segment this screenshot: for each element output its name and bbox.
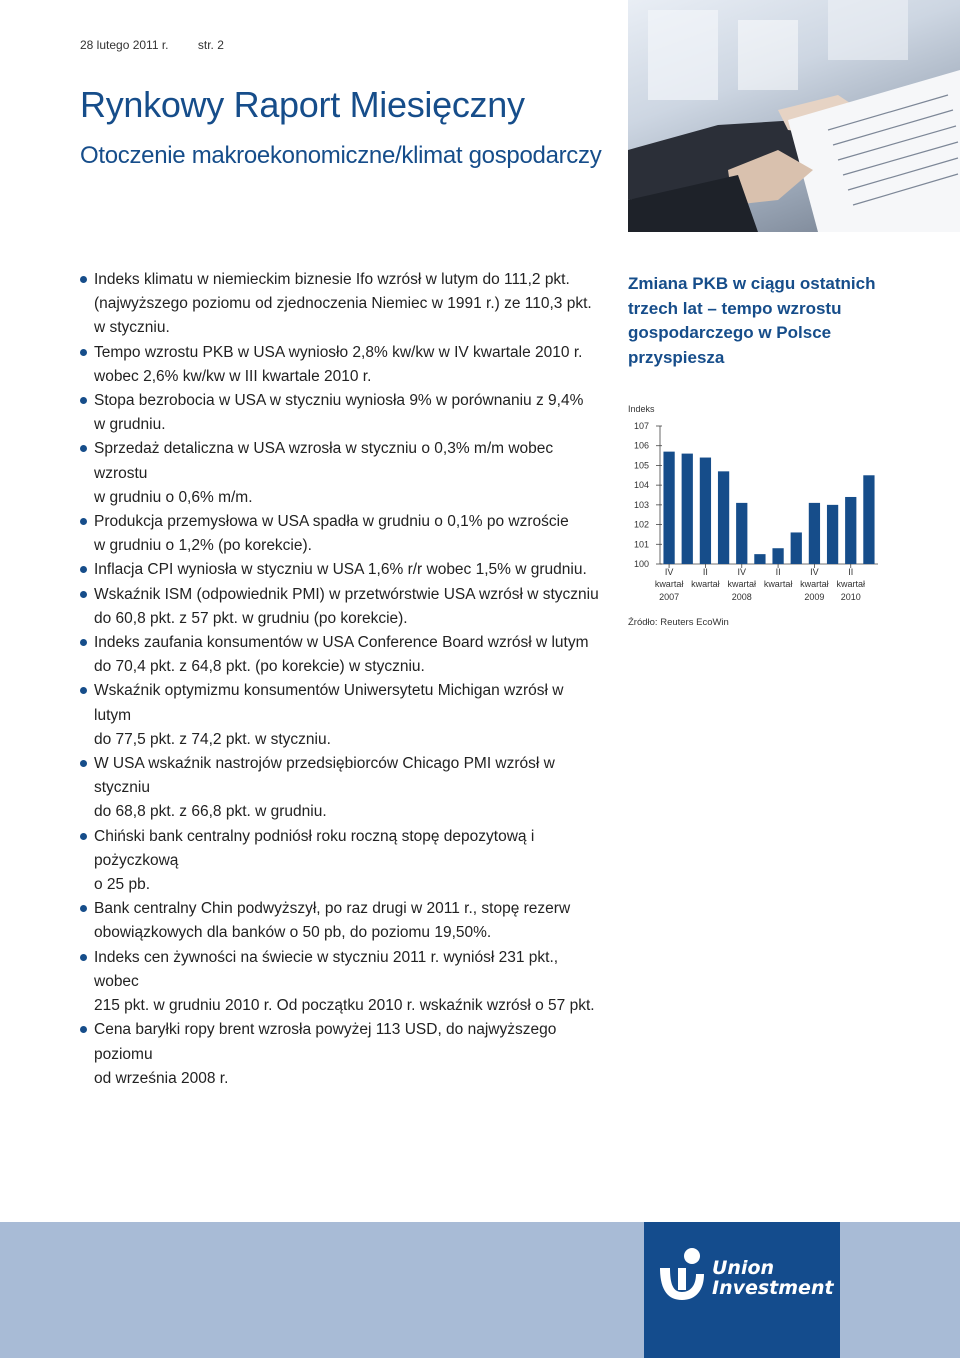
- bullet-item-continuation: obowiązkowych dla banków o 50 pb, do poziomu 19,50%.: [94, 924, 492, 942]
- bullet-item-continuation: od września 2008 r.: [94, 1069, 229, 1087]
- union-investment-logo-icon: [656, 1246, 708, 1304]
- y-axis-label: Indeks: [628, 404, 655, 414]
- chart-bar: [845, 497, 856, 564]
- company-logo-text: [712, 1258, 834, 1298]
- logo-line-investment: Investment: [712, 1277, 834, 1299]
- chart-title: Zmiana PKB w ciągu ostatnich trzech lat – tempo wzrostu gospodarczego w Polsce przyspiesza: [628, 274, 876, 367]
- x-tick-label: 2007: [659, 592, 680, 602]
- y-tick-label: 103: [634, 499, 650, 510]
- x-tick-label: IV: [810, 567, 819, 577]
- x-tick-label: kwartał: [691, 579, 720, 589]
- bullet-item-continuation: o 25 pb.: [94, 876, 151, 894]
- y-tick-label: 102: [634, 519, 650, 530]
- bullet-item-continuation: (najwyższego poziomu od zjednoczenia Niemiec w 1991 r.) ze 110,3 pkt.: [94, 295, 592, 313]
- logo-line-union: Union: [712, 1257, 775, 1279]
- chart-source: Źródło: Reuters EcoWin: [628, 617, 729, 628]
- bullet-list: [80, 268, 600, 1091]
- chart-bar: [700, 458, 711, 564]
- bullet-item-continuation: wobec 2,6% kw/kw w III kwartale 2010 r.: [94, 367, 372, 385]
- bullet-item: Indeks klimatu w niemieckim biznesie Ifo wzrósł w lutym do 111,2 pkt.: [80, 268, 600, 292]
- chart-bar: [791, 532, 802, 564]
- chart-bar: [682, 454, 693, 564]
- bullet-item: Stopa bezrobocia w USA w styczniu wyniosła 9% w porównaniu z 9,4%: [80, 389, 600, 413]
- y-tick-label: 105: [634, 460, 650, 471]
- chart-bar: [827, 505, 838, 564]
- chart-bar: [718, 471, 729, 564]
- bullet-item-continuation: w grudniu.: [94, 416, 166, 434]
- page-number: str. 2: [197, 38, 224, 52]
- report-date: 28 lutego 2011 r.: [80, 38, 169, 52]
- x-tick-label: 2008: [731, 592, 752, 602]
- bullet-item-continuation: do 70,4 pkt. z 64,8 pkt. (po korekcie) w styczniu.: [94, 658, 425, 676]
- bullet-item: Produkcja przemysłowa w USA spadła w grudniu o 0,1% po wzroście: [80, 510, 600, 534]
- bullet-item-continuation: do 77,5 pkt. z 74,2 pkt. w styczniu.: [94, 730, 331, 748]
- chart-bar: [754, 554, 765, 564]
- chart-bar: [863, 475, 874, 564]
- x-tick-label: IV: [737, 567, 747, 577]
- chart-bar: [772, 548, 783, 564]
- y-tick-label: 101: [634, 539, 650, 550]
- page-header: [80, 38, 250, 52]
- page-subtitle: Otoczenie makroekonomiczne/klimat gospodarczy: [80, 142, 602, 169]
- x-tick-label: II: [848, 567, 854, 577]
- x-tick-label: kwartał: [836, 579, 866, 589]
- bullet-item-continuation: do 68,8 pkt. z 66,8 pkt. w grudniu.: [94, 803, 327, 821]
- x-tick-label: kwartał: [800, 579, 829, 589]
- gdp-bar-chart: [622, 395, 882, 610]
- x-tick-label: IV: [664, 567, 674, 577]
- bullet-item-continuation: do 60,8 pkt. z 57 pkt. w grudniu (po korekcie).: [94, 609, 408, 627]
- bullet-item: Tempo wzrostu PKB w USA wyniosło 2,8% kw/kw w IV kwartale 2010 r.: [80, 341, 600, 365]
- bullet-item: Cena baryłki ropy brent wzrosła powyżej 113 USD, do najwyższego poziomu: [80, 1018, 600, 1066]
- bullet-item: Sprzedaż detaliczna w USA wzrosła w styczniu o 0,3% m/m wobec wzrostu: [80, 437, 600, 485]
- chart-bar: [736, 503, 747, 564]
- business-photo: [628, 0, 960, 232]
- y-tick-label: 107: [634, 421, 650, 431]
- bullet-item: Indeks cen żywności na świecie w styczniu 2011 r. wyniósł 231 pkt., wobec: [80, 946, 600, 994]
- x-tick-label: kwartał: [763, 579, 793, 589]
- bullet-item-continuation: w grudniu o 1,2% (po korekcie).: [94, 537, 312, 555]
- bullet-item-continuation: 215 pkt. w grudniu 2010 r. Od początku 2010 r. wskaźnik wzrósł o 57 pkt.: [94, 997, 595, 1015]
- x-tick-label: 2010: [840, 592, 861, 602]
- x-tick-label: kwartał: [727, 579, 757, 589]
- bullet-item: Inflacja CPI wyniosła w styczniu w USA 1,6% r/r wobec 1,5% w grudniu.: [80, 558, 600, 582]
- bullet-item: W USA wskaźnik nastrojów przedsiębiorców Chicago PMI wzrósł w styczniu: [80, 752, 600, 800]
- page-title: Rynkowy Raport Miesięczny: [80, 84, 525, 125]
- x-tick-label: 2009: [804, 592, 825, 602]
- y-tick-label: 106: [634, 440, 650, 451]
- x-tick-label: II: [775, 567, 781, 577]
- bullet-item-continuation: w grudniu o 0,6% m/m.: [94, 488, 253, 506]
- bullet-item: Chiński bank centralny podniósł roku roczną stopę depozytową i pożyczkową: [80, 825, 600, 873]
- bullet-item: Wskaźnik ISM (odpowiednik PMI) w przetwórstwie USA wzrósł w styczniu: [80, 583, 600, 607]
- bullet-item-continuation: w styczniu.: [94, 319, 170, 337]
- bullet-item: Bank centralny Chin podwyższył, po raz drugi w 2011 r., stopę rezerw: [80, 897, 600, 921]
- y-tick-label: 100: [634, 559, 650, 569]
- x-tick-label: kwartał: [654, 579, 684, 589]
- bullet-item: Indeks zaufania konsumentów w USA Conference Board wzrósł w lutym: [80, 631, 600, 655]
- chart-bar: [663, 452, 674, 564]
- chart-bar: [809, 503, 820, 564]
- bullet-item: Wskaźnik optymizmu konsumentów Uniwersytetu Michigan wzrósł w lutym: [80, 679, 600, 727]
- x-tick-label: II: [702, 567, 708, 577]
- y-tick-label: 104: [634, 480, 650, 491]
